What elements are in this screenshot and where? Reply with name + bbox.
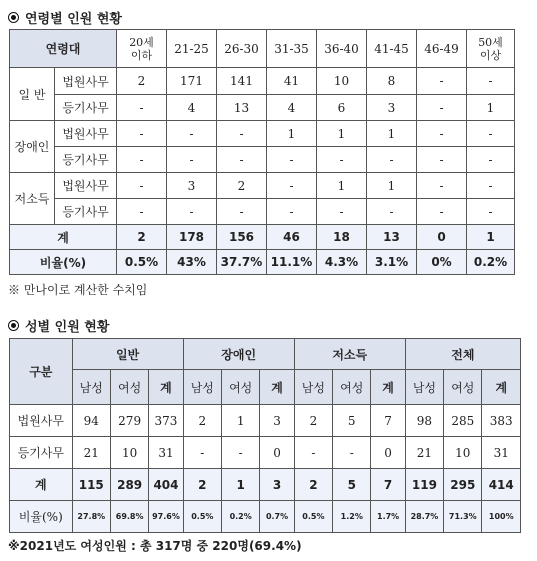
cell: 289 [110, 469, 148, 501]
cell: 295 [444, 469, 482, 501]
cell: - [417, 95, 467, 121]
row-type: 법원사무 [55, 121, 117, 147]
subheader-female: 여성 [333, 370, 371, 405]
age-col-header [117, 30, 167, 68]
subheader-female: 여성 [110, 370, 148, 405]
cell: 4.3% [317, 250, 367, 275]
cell: 10 [110, 437, 148, 469]
group-header-general: 일반 [72, 339, 183, 370]
cell: 119 [405, 469, 443, 501]
total-label: 계 [10, 469, 73, 501]
group-header-disabled: 장애인 [183, 339, 294, 370]
group-label-low-income: 저소득 [10, 173, 55, 225]
cell: - [117, 121, 167, 147]
age-header-label: 연령대 [10, 30, 117, 68]
cell: 69.8% [110, 501, 148, 533]
group-header-low-income: 저소득 [294, 339, 405, 370]
cell: 21 [405, 437, 443, 469]
cell: - [317, 147, 367, 173]
group-header-total: 전체 [405, 339, 520, 370]
cell: 1 [317, 121, 367, 147]
cell: - [217, 147, 267, 173]
cell: - [117, 199, 167, 225]
cell: - [267, 199, 317, 225]
gender-header-row [10, 339, 521, 370]
cell: 41 [267, 68, 317, 95]
age-header-row [10, 30, 515, 68]
cell: 0.7% [260, 501, 294, 533]
cell: 1 [367, 173, 417, 199]
table-row [10, 121, 515, 147]
cell: 156 [217, 225, 267, 250]
cell: - [167, 199, 217, 225]
cell: - [467, 199, 515, 225]
cell: 3 [367, 95, 417, 121]
table-row [10, 405, 521, 437]
table-row [10, 173, 515, 199]
ratio-row [10, 501, 521, 533]
cell: - [117, 173, 167, 199]
cell: 46 [267, 225, 317, 250]
cell: 1 [222, 469, 260, 501]
total-label: 계 [10, 225, 117, 250]
cell: 31 [149, 437, 183, 469]
cell: - [117, 95, 167, 121]
subheader-male: 남성 [72, 370, 110, 405]
ratio-label: 비율(%) [10, 501, 73, 533]
cell: 0.2% [467, 250, 515, 275]
table-row [10, 68, 515, 95]
age-col-header: 21-25 [167, 30, 217, 68]
cell: 13 [367, 225, 417, 250]
subheader-male: 남성 [183, 370, 221, 405]
cell: 11.1% [267, 250, 317, 275]
cell: 2 [183, 469, 221, 501]
cell: 0.5% [183, 501, 221, 533]
cell: 3.1% [367, 250, 417, 275]
gender-section-title [8, 316, 109, 335]
cell: - [467, 68, 515, 95]
cell: 0 [371, 437, 405, 469]
cell: 115 [72, 469, 110, 501]
cell: 2 [117, 225, 167, 250]
ratio-label: 비율(%) [10, 250, 117, 275]
row-type: 등기사무 [55, 147, 117, 173]
cell: 100% [482, 501, 521, 533]
cell: - [467, 147, 515, 173]
cell: 2 [217, 173, 267, 199]
cell: 5 [333, 469, 371, 501]
cell: 3 [260, 405, 294, 437]
cell: 7 [371, 469, 405, 501]
cell: 3 [260, 469, 294, 501]
cell: 13 [217, 95, 267, 121]
row-type: 법원사무 [55, 68, 117, 95]
cell: 3 [167, 173, 217, 199]
total-row [10, 225, 515, 250]
cell: - [217, 121, 267, 147]
cell: 94 [72, 405, 110, 437]
cell: 28.7% [405, 501, 443, 533]
ratio-row [10, 250, 515, 275]
gender-title-text: 성별 인원 현황 [25, 320, 110, 335]
age-note: ※ 만나이로 계산한 수치임 [8, 283, 148, 297]
age-table [9, 29, 515, 275]
age-col-header [467, 30, 515, 68]
table-row [10, 147, 515, 173]
cell: 43% [167, 250, 217, 275]
subheader-female: 여성 [444, 370, 482, 405]
cell: 6 [317, 95, 367, 121]
cell: 37.7% [217, 250, 267, 275]
cell: - [467, 173, 515, 199]
subheader-sum: 계 [260, 370, 294, 405]
table-row [10, 199, 515, 225]
cell: 2 [117, 68, 167, 95]
cell: 404 [149, 469, 183, 501]
cell: 373 [149, 405, 183, 437]
age-col-header: 31-35 [267, 30, 317, 68]
cell: 1 [267, 121, 317, 147]
bullet-icon [8, 320, 19, 331]
cell: 2 [183, 405, 221, 437]
cell: - [183, 437, 221, 469]
cell: - [417, 199, 467, 225]
cell: 0% [417, 250, 467, 275]
cell: 98 [405, 405, 443, 437]
table-row [10, 437, 521, 469]
cell: 2 [294, 469, 332, 501]
cell: 10 [317, 68, 367, 95]
row-type: 등기사무 [55, 199, 117, 225]
age-col-header: 46-49 [417, 30, 467, 68]
cell: 1.7% [371, 501, 405, 533]
age-title-text: 연령별 인원 현황 [25, 12, 122, 27]
age-col-0: 20세 이하 [129, 35, 154, 62]
cell: - [417, 68, 467, 95]
cell: 1 [317, 173, 367, 199]
subheader-sum: 계 [149, 370, 183, 405]
gender-header-label: 구분 [10, 339, 73, 405]
cell: 141 [217, 68, 267, 95]
cell: 0.5% [294, 501, 332, 533]
cell: - [267, 147, 317, 173]
cell: 18 [317, 225, 367, 250]
cell: - [117, 147, 167, 173]
row-type: 법원사무 [10, 405, 73, 437]
cell: 383 [482, 405, 521, 437]
cell: 8 [367, 68, 417, 95]
cell: 2 [294, 405, 332, 437]
bullet-icon [8, 12, 19, 23]
cell: 4 [167, 95, 217, 121]
cell: 1 [367, 121, 417, 147]
cell: 1 [467, 225, 515, 250]
cell: - [317, 199, 367, 225]
cell: 171 [167, 68, 217, 95]
subheader-male: 남성 [294, 370, 332, 405]
cell: - [217, 199, 267, 225]
cell: 279 [110, 405, 148, 437]
cell: 0 [417, 225, 467, 250]
age-col-header: 41-45 [367, 30, 417, 68]
cell: - [367, 147, 417, 173]
cell: 414 [482, 469, 521, 501]
cell: 178 [167, 225, 217, 250]
cell: 21 [72, 437, 110, 469]
row-type: 등기사무 [10, 437, 73, 469]
total-row [10, 469, 521, 501]
cell: 31 [482, 437, 521, 469]
cell: 10 [444, 437, 482, 469]
subheader-male: 남성 [405, 370, 443, 405]
cell: 5 [333, 405, 371, 437]
cell: 1 [222, 405, 260, 437]
cell: 285 [444, 405, 482, 437]
table-row [10, 95, 515, 121]
cell: - [467, 121, 515, 147]
age-col-7: 50세 이상 [478, 35, 503, 62]
cell: 1.2% [333, 501, 371, 533]
cell: - [167, 121, 217, 147]
cell: - [417, 147, 467, 173]
gender-note: ※2021년도 여성인원 : 총 317명 중 220명(69.4%) [8, 539, 302, 553]
subheader-sum: 계 [371, 370, 405, 405]
cell: 0.5% [117, 250, 167, 275]
cell: - [222, 437, 260, 469]
cell: - [417, 173, 467, 199]
cell: - [333, 437, 371, 469]
cell: - [367, 199, 417, 225]
cell: 4 [267, 95, 317, 121]
group-label-disabled: 장애인 [10, 121, 55, 173]
row-type: 법원사무 [55, 173, 117, 199]
cell: 1 [467, 95, 515, 121]
cell: - [267, 173, 317, 199]
cell: - [294, 437, 332, 469]
cell: 7 [371, 405, 405, 437]
subheader-sum: 계 [482, 370, 521, 405]
group-label-general: 일 반 [10, 68, 55, 121]
cell: 0.2% [222, 501, 260, 533]
age-col-header: 26-30 [217, 30, 267, 68]
cell: 27.8% [72, 501, 110, 533]
gender-subheader-row [10, 370, 521, 405]
cell: - [417, 121, 467, 147]
age-col-header: 36-40 [317, 30, 367, 68]
cell: - [167, 147, 217, 173]
subheader-female: 여성 [222, 370, 260, 405]
gender-table [9, 338, 521, 533]
row-type: 등기사무 [55, 95, 117, 121]
cell: 97.6% [149, 501, 183, 533]
cell: 71.3% [444, 501, 482, 533]
cell: 0 [260, 437, 294, 469]
age-section-title [8, 8, 122, 27]
